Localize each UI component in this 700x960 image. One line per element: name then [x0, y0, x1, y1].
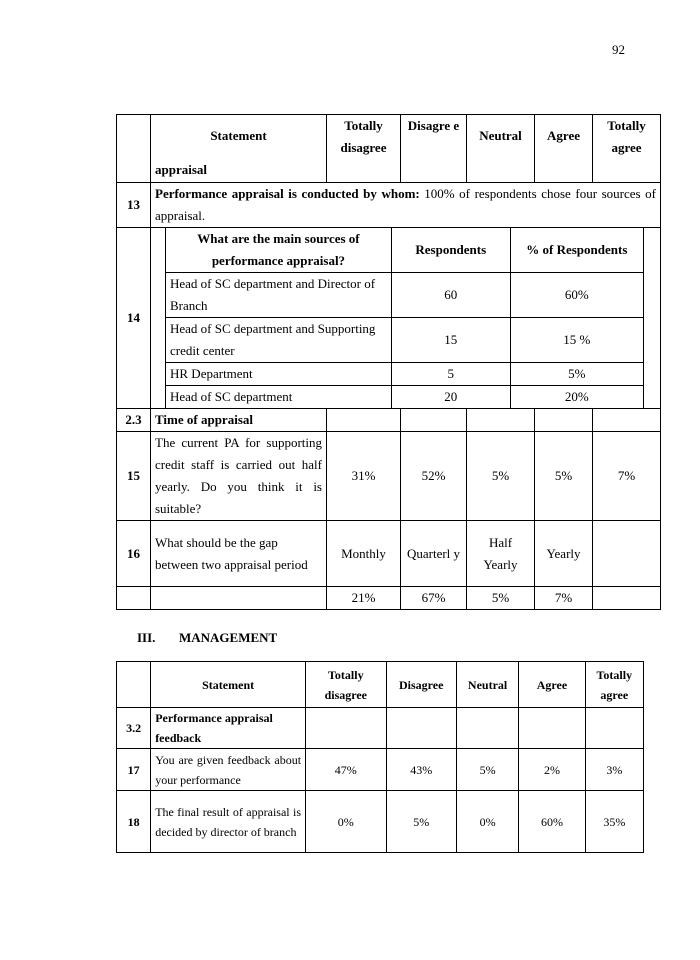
header-num-cell	[117, 115, 151, 183]
value-cell: 47%	[306, 749, 386, 791]
row-number: 15	[117, 432, 151, 521]
option-cell: Half Yearly	[467, 521, 535, 587]
value-cell	[593, 587, 661, 610]
section-numeral: III.	[137, 630, 156, 645]
row13-rest: 100% of respondents chose four sources of appraisal.	[155, 186, 656, 223]
header-totally-disagree: Totally disagree	[327, 115, 401, 183]
source-name: Head of SC department and Supporting credit center	[166, 318, 391, 363]
sources-header-respondents: Respondents	[391, 228, 510, 273]
source-respondents: 60	[391, 273, 510, 318]
row14-inner-wrap	[151, 228, 661, 409]
table-row	[117, 432, 661, 521]
header-disagree: Disagre e	[401, 115, 467, 183]
source-name: Head of SC department and Director of Branch	[166, 273, 391, 318]
value-cell: 2%	[519, 749, 585, 791]
header-statement: Statement	[210, 128, 267, 143]
table2-header-row	[117, 662, 644, 708]
header-totally-agree: Totally agree	[585, 662, 643, 708]
table-row	[117, 521, 661, 587]
source-respondents: 5	[391, 363, 510, 386]
section-label: Time of appraisal	[151, 409, 327, 432]
header-agree: Agree	[519, 662, 585, 708]
value-cell: 7%	[593, 432, 661, 521]
source-percent: 5%	[510, 363, 643, 386]
value-cell: 21%	[327, 587, 401, 610]
header-totally-disagree: Totally disagree	[306, 662, 386, 708]
section-label: Performance appraisal feedback	[151, 708, 306, 749]
row13-bold: Performance appraisal is conducted by whom:	[155, 186, 420, 201]
row17-text: You are given feedback about your performance	[151, 749, 306, 791]
source-percent: 60%	[510, 273, 643, 318]
value-cell: 52%	[401, 432, 467, 521]
row15-text: The current PA for supporting credit staff is carried out half yearly. Do you think it is suitable?	[151, 432, 327, 521]
sources-header-percent: % of Respondents	[510, 228, 643, 273]
value-cell: 7%	[535, 587, 593, 610]
source-respondents: 15	[391, 318, 510, 363]
value-cell: 0%	[306, 791, 386, 853]
header-statement-cell	[151, 115, 327, 183]
source-percent: 20%	[510, 386, 643, 409]
header-statement-sub: appraisal	[155, 162, 208, 177]
value-cell: 60%	[519, 791, 585, 853]
row18-text: The final result of appraisal is decided by director of branch	[151, 791, 306, 853]
section-title: MANAGEMENT	[179, 630, 278, 645]
table-row	[117, 587, 661, 610]
header-disagree: Disagree	[386, 662, 456, 708]
row-number: 14	[117, 228, 151, 409]
section-heading	[137, 630, 277, 646]
value-cell: 5%	[535, 432, 593, 521]
value-cell: 67%	[401, 587, 467, 610]
header-neutral: Neutral	[467, 115, 535, 183]
option-cell: Yearly	[535, 521, 593, 587]
survey-table-2	[116, 661, 644, 853]
option-cell: Quarterl y	[401, 521, 467, 587]
value-cell: 3%	[585, 749, 643, 791]
header-statement: Statement	[151, 662, 306, 708]
table-row	[117, 183, 661, 228]
value-cell: 0%	[456, 791, 518, 853]
table-row	[117, 749, 644, 791]
source-percent: 15 %	[510, 318, 643, 363]
row16-text: What should be the gap between two appraisal period	[151, 521, 327, 587]
row13-text	[151, 183, 661, 228]
table-row	[117, 708, 644, 749]
row-number: 2.3	[117, 409, 151, 432]
table-row	[117, 228, 661, 409]
sources-header-row	[166, 228, 643, 273]
value-cell: 5%	[456, 749, 518, 791]
row-number: 13	[117, 183, 151, 228]
table-row	[166, 386, 643, 409]
table-row	[166, 318, 643, 363]
value-cell: 5%	[467, 587, 535, 610]
value-cell: 43%	[386, 749, 456, 791]
header-neutral: Neutral	[456, 662, 518, 708]
value-cell: 5%	[386, 791, 456, 853]
row-number: 16	[117, 521, 151, 587]
sources-table	[166, 228, 643, 408]
header-agree: Agree	[535, 115, 593, 183]
row-number: 17	[117, 749, 151, 791]
source-name: Head of SC department	[166, 386, 391, 409]
row-number: 3.2	[117, 708, 151, 749]
sources-header-source: What are the main sources of performance appraisal?	[166, 228, 391, 273]
option-cell	[593, 521, 661, 587]
table-row	[166, 363, 643, 386]
table1-header-row	[117, 115, 661, 183]
table-row	[117, 791, 644, 853]
value-cell: 5%	[467, 432, 535, 521]
value-cell: 35%	[585, 791, 643, 853]
page-number: 92	[612, 42, 625, 57]
value-cell: 31%	[327, 432, 401, 521]
option-cell: Monthly	[327, 521, 401, 587]
source-name: HR Department	[166, 363, 391, 386]
header-totally-agree: Totally agree	[593, 115, 661, 183]
table-row	[117, 409, 661, 432]
survey-table-1	[116, 114, 661, 610]
row-number: 18	[117, 791, 151, 853]
source-respondents: 20	[391, 386, 510, 409]
table-row	[166, 273, 643, 318]
